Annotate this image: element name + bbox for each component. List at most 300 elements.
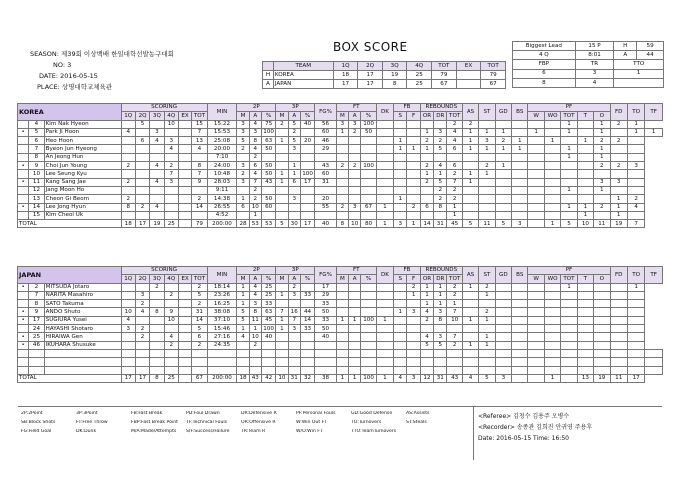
stat-cell: [276, 300, 288, 308]
total-cell: 53: [249, 220, 261, 228]
stat-cell: 2: [192, 300, 207, 308]
stat-cell: [610, 128, 627, 136]
stat-cell: 2: [288, 283, 300, 291]
stat-cell: [361, 291, 376, 299]
stat-cell: 1: [645, 128, 663, 136]
stat-cell: [336, 333, 348, 341]
stat-cell: 1: [479, 291, 495, 299]
stat-cell: [407, 333, 420, 341]
home-away-cell: A: [263, 80, 274, 89]
player-row: [18, 120, 663, 128]
stat-cell: 5: [192, 291, 207, 299]
stat-cell: [407, 170, 420, 178]
stat-cell: 9: [164, 308, 178, 316]
stat-cell: 15: [192, 120, 207, 128]
stat-cell: 1: [237, 300, 249, 308]
stat-cell: [512, 162, 528, 170]
stat-cell: [528, 145, 544, 153]
legend-item: [406, 429, 461, 438]
column-header: ST: [479, 267, 495, 284]
total-cell: 10: [349, 220, 361, 228]
column-header: OR: [420, 275, 433, 283]
stat-cell: 8: [434, 203, 447, 211]
player-row: [18, 128, 663, 136]
stat-cell: [361, 325, 376, 333]
stat-cell: [544, 195, 560, 203]
empty-cell: [610, 366, 627, 374]
stat-cell: 1: [276, 170, 288, 178]
stat-cell: 2: [336, 203, 348, 211]
stat-cell: 1: [462, 316, 478, 324]
player-row: [18, 291, 663, 299]
stat-cell: [349, 308, 361, 316]
stat-cell: 50: [361, 128, 376, 136]
stat-cell: 3: [407, 308, 420, 316]
table-cell: [614, 78, 664, 87]
empty-cell: [276, 358, 288, 366]
column-header: TEAM: [273, 62, 333, 71]
stat-cell: [394, 341, 407, 349]
total-row: [18, 374, 663, 382]
column-header: TOT: [432, 62, 457, 71]
column-header: 3Q: [150, 275, 164, 283]
column-header: 2Q: [358, 62, 383, 71]
player-row: [18, 308, 663, 316]
lead-row: [513, 60, 664, 69]
stat-cell: 1: [594, 145, 610, 153]
jersey-number: 5: [29, 128, 44, 136]
stat-cell: [178, 137, 191, 145]
stat-cell: 2: [336, 162, 348, 170]
stat-cell: [376, 195, 393, 203]
stat-cell: [495, 195, 511, 203]
stat-cell: 43: [315, 162, 337, 170]
total-cell: 1: [376, 374, 393, 382]
stat-cell: 1: [462, 283, 478, 291]
stat-cell: 4: [249, 120, 261, 128]
jersey-number: 4: [29, 120, 44, 128]
stat-cell: 5: [420, 341, 433, 349]
stat-cell: [361, 170, 376, 178]
empty-cell: [394, 349, 407, 357]
stat-cell: [610, 333, 627, 341]
empty-cell: [577, 358, 593, 366]
stat-cell: [300, 341, 314, 349]
total-row: [18, 220, 663, 228]
stat-cell: 1: [447, 211, 462, 219]
stat-cell: [135, 153, 149, 161]
lead-row: [513, 42, 664, 51]
column-header: %: [361, 112, 376, 120]
stat-cell: [561, 178, 577, 186]
table-cell: 8:01: [575, 51, 614, 60]
empty-cell: [300, 358, 314, 366]
header-row: [18, 267, 663, 275]
legend-item: GD:Good Defense: [351, 411, 393, 416]
japan-boxscore-table: [17, 266, 663, 383]
player-row: [18, 316, 663, 324]
stat-cell: [561, 333, 577, 341]
stat-cell: 4: [249, 170, 261, 178]
empty-cell: [178, 366, 191, 374]
stat-cell: [150, 291, 164, 299]
stat-cell: 3: [237, 128, 249, 136]
total-cell: 31: [434, 220, 447, 228]
table-cell: 3: [575, 69, 614, 78]
empty-cell: [207, 349, 237, 357]
stat-cell: 33: [315, 316, 337, 324]
total-cell: 4: [394, 374, 407, 382]
empty-cell: [29, 349, 44, 357]
stat-cell: [528, 137, 544, 145]
column-header: TOT: [192, 112, 207, 120]
stat-cell: 4: [135, 308, 149, 316]
total-cell: 80: [361, 220, 376, 228]
stat-cell: [276, 341, 288, 349]
stat-cell: 1: [420, 291, 433, 299]
stat-cell: [394, 300, 407, 308]
stat-cell: [150, 300, 164, 308]
stat-cell: [135, 283, 149, 291]
stat-cell: [261, 153, 275, 161]
stat-cell: [627, 137, 644, 145]
column-header: S: [394, 275, 407, 283]
empty-cell: [407, 349, 420, 357]
stat-cell: [479, 178, 495, 186]
stat-cell: [610, 145, 627, 153]
stat-cell: 1: [479, 145, 495, 153]
stat-cell: 4: [164, 145, 178, 153]
stat-cell: [349, 341, 361, 349]
stat-cell: 5: [288, 120, 300, 128]
stat-cell: 23:26: [207, 291, 237, 299]
stat-cell: 2: [249, 195, 261, 203]
stat-cell: 37:10: [207, 316, 237, 324]
total-cell: 30: [288, 220, 300, 228]
stat-cell: 2: [420, 137, 433, 145]
stat-cell: [528, 341, 544, 349]
total-cell: 19: [150, 220, 164, 228]
stat-cell: [627, 186, 644, 194]
stat-cell: 3: [150, 128, 164, 136]
stat-cell: 4: [420, 308, 433, 316]
stat-cell: [407, 153, 420, 161]
column-header: A: [349, 275, 361, 283]
stat-cell: 1: [276, 325, 288, 333]
stat-cell: [407, 128, 420, 136]
player-name: MITSUDA Jotaro: [44, 283, 121, 291]
empty-cell: [462, 349, 478, 357]
table-cell: 1: [614, 69, 664, 78]
stat-cell: [315, 186, 337, 194]
stat-cell: [561, 308, 577, 316]
stat-cell: 100: [361, 316, 376, 324]
empty-cell: [512, 358, 528, 366]
total-cell: 10: [276, 374, 288, 382]
column-header: M: [237, 112, 249, 120]
stat-cell: 2: [407, 203, 420, 211]
stat-cell: [512, 178, 528, 186]
stat-cell: 1: [577, 203, 593, 211]
stat-cell: 2: [407, 283, 420, 291]
stat-cell: 1: [336, 128, 348, 136]
column-header: TF: [645, 267, 663, 284]
column-header: O: [594, 112, 610, 120]
stat-cell: 2: [447, 283, 462, 291]
stat-cell: [407, 211, 420, 219]
jersey-number: 8: [29, 300, 44, 308]
total-cell: 43: [447, 374, 462, 382]
column-header: REBOUNDS: [420, 267, 462, 275]
column-header: F: [407, 275, 420, 283]
stat-cell: [376, 186, 393, 194]
empty-cell: [495, 366, 511, 374]
player-row: [18, 211, 663, 219]
empty-cell: [434, 366, 447, 374]
score-header-row: [263, 62, 506, 71]
stat-cell: 10: [164, 120, 178, 128]
total-cell: 45: [447, 220, 462, 228]
column-header: 2Q: [135, 112, 149, 120]
empty-cell: [512, 366, 528, 374]
stat-cell: 1: [561, 283, 577, 291]
stat-cell: 2: [462, 120, 478, 128]
column-header: W: [528, 112, 544, 120]
player-row: [18, 333, 663, 341]
legend-item: PD:Foul Drawn: [186, 411, 220, 416]
starter-marker: •: [18, 308, 29, 316]
stat-cell: [349, 153, 361, 161]
stat-cell: 100: [263, 325, 274, 332]
jersey-number: 9: [29, 308, 44, 316]
stat-cell: [627, 178, 644, 186]
stat-cell: [288, 153, 300, 161]
stat-cell: [495, 291, 511, 299]
stat-cell: [361, 283, 376, 291]
column-header: FG%: [315, 267, 337, 284]
player-name: SATO Takuma: [44, 300, 121, 308]
legend-line: [21, 429, 461, 438]
stat-cell: 6: [288, 178, 300, 186]
stat-cell: [462, 308, 478, 316]
column-header: 3Q: [382, 62, 407, 71]
stat-cell: [336, 195, 348, 203]
stat-cell: 24:35: [207, 341, 237, 349]
header-row: [18, 104, 663, 112]
stat-cell: [276, 211, 288, 219]
empty-cell: [18, 358, 29, 366]
stat-cell: [512, 186, 528, 194]
stat-cell: [121, 170, 135, 178]
legend-item: AS:Assists: [406, 411, 430, 416]
stat-cell: [544, 203, 560, 211]
column-header: TOT: [561, 112, 577, 120]
team-name-cell: JAPAN: [273, 80, 333, 89]
stat-cell: [336, 308, 348, 316]
column-header: EX: [178, 112, 191, 120]
stat-cell: 3: [594, 178, 610, 186]
stat-cell: 10: [249, 203, 261, 211]
starter-marker: [18, 145, 29, 153]
stat-cell: 45: [261, 316, 275, 324]
stat-cell: 7: [192, 170, 207, 178]
stat-cell: 1: [349, 316, 361, 324]
stat-cell: 2: [349, 128, 361, 136]
stat-cell: 3: [121, 325, 135, 333]
season-label: SEASON: 제39회 이상백배 한일대학선발농구대회: [30, 50, 174, 58]
stat-cell: [462, 291, 478, 299]
table-cell: TTO: [614, 60, 664, 69]
empty-cell: [627, 366, 644, 374]
total-cell: 14: [420, 220, 433, 228]
stat-cell: [376, 325, 393, 333]
stat-cell: 2: [447, 341, 462, 349]
column-header: 3P: [276, 104, 315, 112]
stat-cell: 3: [349, 120, 361, 128]
score-row: [263, 71, 506, 80]
stat-cell: 25: [261, 291, 275, 299]
empty-cell: [627, 358, 644, 366]
stat-cell: [544, 308, 560, 316]
total-cell: 43: [249, 374, 261, 382]
total-cell: 53: [261, 220, 275, 228]
total-cell: 1: [544, 374, 560, 382]
stat-cell: [495, 283, 511, 291]
stat-cell: [237, 341, 249, 349]
empty-cell: [420, 349, 433, 357]
stat-cell: [462, 153, 478, 161]
stat-cell: 15:22: [207, 120, 237, 128]
stat-cell: 9: [192, 178, 207, 186]
stat-cell: 2: [420, 316, 433, 324]
column-header: FT: [336, 104, 376, 112]
empty-cell: [447, 366, 462, 374]
stat-cell: [420, 325, 433, 333]
starter-marker: [18, 195, 29, 203]
stat-cell: 2: [434, 195, 447, 203]
empty-cell: [150, 349, 164, 357]
empty-cell: [407, 358, 420, 366]
column-header: WO: [544, 275, 560, 283]
column-header: A: [288, 275, 300, 283]
total-cell: 3: [394, 220, 407, 228]
stat-cell: [420, 195, 433, 203]
table-cell: H: [614, 42, 637, 51]
total-cell: 3: [407, 374, 420, 382]
stat-cell: [394, 186, 407, 194]
stat-cell: 4: [420, 333, 433, 341]
total-cell: 8: [336, 220, 348, 228]
empty-cell: [164, 349, 178, 357]
stat-cell: 1: [288, 170, 300, 178]
stat-cell: [276, 162, 288, 170]
stat-cell: 1: [479, 316, 495, 324]
korea-boxscore-table: [17, 103, 663, 228]
legend-item: M/A:Made/Attempts: [131, 429, 177, 434]
starter-marker: •: [18, 341, 29, 349]
lead-row: [513, 51, 664, 60]
stat-cell: 1: [276, 137, 288, 145]
player-row: [18, 341, 663, 349]
empty-cell: [447, 349, 462, 357]
stat-cell: [178, 291, 191, 299]
jersey-number: 7: [29, 291, 44, 299]
stat-cell: [495, 211, 511, 219]
stat-cell: [376, 120, 393, 128]
stat-cell: 1: [462, 137, 478, 145]
empty-cell: [44, 358, 121, 366]
stat-cell: [528, 120, 544, 128]
column-header: TOT: [561, 275, 577, 283]
stat-cell: [361, 341, 376, 349]
stat-cell: 2: [192, 283, 207, 291]
stat-cell: [300, 186, 314, 194]
lead-row: [513, 78, 664, 87]
stat-cell: [135, 316, 149, 324]
stat-cell: 8: [249, 308, 261, 316]
stat-cell: [276, 333, 288, 341]
stat-cell: 1: [276, 316, 288, 324]
total-cell: 19: [610, 220, 627, 228]
stat-cell: 10: [164, 316, 178, 324]
total-cell: 11: [610, 374, 627, 382]
stat-cell: 1: [610, 195, 627, 203]
stat-cell: 2: [249, 186, 261, 194]
jersey-number: 15: [29, 211, 44, 219]
referee-line: <Referee> 김청수 김용주 오병수: [478, 413, 570, 420]
starter-marker: •: [18, 128, 29, 136]
stat-cell: [479, 195, 495, 203]
stat-cell: [394, 153, 407, 161]
empty-cell: [627, 349, 644, 357]
stat-cell: [300, 211, 314, 219]
total-cell: 13: [577, 374, 593, 382]
stat-cell: [178, 283, 191, 291]
stat-cell: 2: [434, 137, 447, 145]
column-header: W: [528, 275, 544, 283]
stat-cell: 1: [407, 291, 420, 299]
column-header: M: [336, 112, 348, 120]
stat-cell: 1: [407, 145, 420, 153]
stat-cell: 4:52: [207, 211, 237, 219]
stat-cell: [479, 120, 495, 128]
stat-cell: 2: [594, 203, 610, 211]
stat-cell: [164, 300, 178, 308]
stat-cell: [121, 300, 135, 308]
total-cell: 17: [135, 220, 149, 228]
stat-cell: [276, 128, 288, 136]
stat-cell: [150, 333, 164, 341]
stat-cell: [336, 291, 348, 299]
stat-cell: 2: [420, 178, 433, 186]
team-name-header: KOREA: [18, 104, 122, 121]
stat-cell: 1: [627, 120, 644, 128]
stat-cell: [577, 341, 593, 349]
stat-cell: [261, 341, 275, 349]
stat-cell: 29: [315, 291, 337, 299]
stat-cell: [512, 153, 528, 161]
stat-cell: 4: [447, 137, 462, 145]
column-header: BS: [512, 267, 528, 284]
stat-cell: [544, 325, 560, 333]
column-header: GD: [495, 104, 511, 121]
stat-cell: [121, 333, 135, 341]
score-cell: 18: [333, 71, 358, 80]
stat-cell: 50: [261, 195, 275, 203]
stat-cell: [178, 153, 191, 161]
column-header: MIN: [207, 104, 237, 121]
stat-cell: [544, 291, 560, 299]
